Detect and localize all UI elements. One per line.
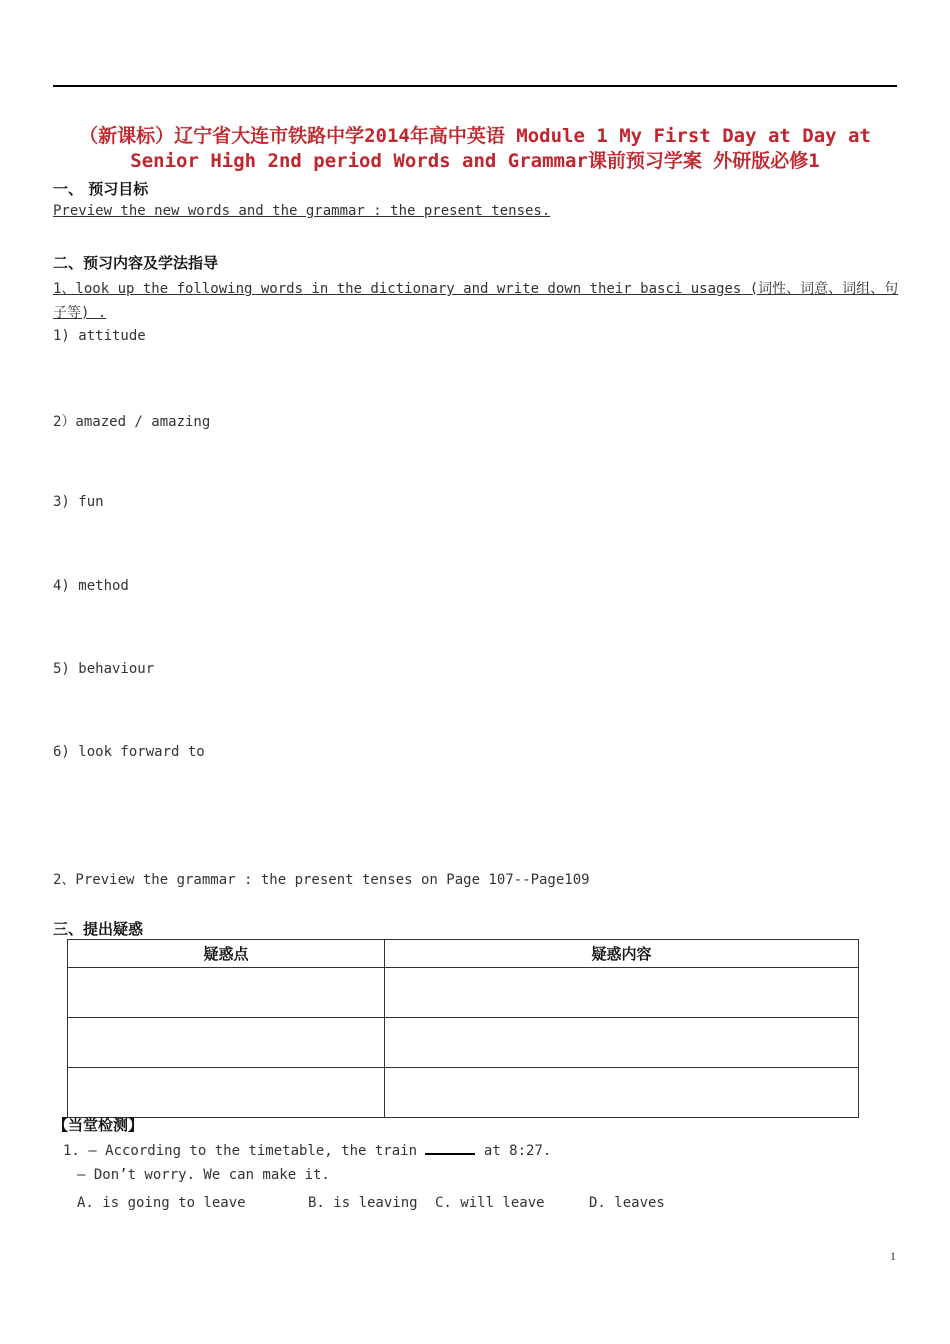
word-item: 3) fun xyxy=(53,494,104,510)
doubt-point-cell[interactable] xyxy=(68,1068,385,1118)
doubt-content-cell[interactable] xyxy=(385,1068,859,1118)
doubt-table xyxy=(67,939,859,1118)
option-c[interactable]: C. will leave xyxy=(435,1195,545,1211)
grammar-preview: 2、Preview the grammar : the present tenses on Page 107--Page109 xyxy=(53,872,590,888)
doubt-point-cell[interactable] xyxy=(68,968,385,1018)
answer-blank[interactable] xyxy=(425,1139,475,1155)
word-item: 6) look forward to xyxy=(53,744,205,760)
option-b[interactable]: B. is leaving xyxy=(308,1195,418,1211)
option-a[interactable]: A. is going to leave xyxy=(77,1195,246,1211)
question-1-suffix: at 8:27. xyxy=(483,1143,552,1159)
doubt-point-header: 疑惑点 xyxy=(68,940,385,968)
section2-heading: 二、预习内容及学法指导 xyxy=(53,254,219,272)
instruction-line-2: 子等) . xyxy=(53,305,107,321)
word-item: 5) behaviour xyxy=(53,661,155,677)
page-number: 1 xyxy=(890,1249,896,1263)
question-1-reply: — Don’t worry. We can make it. xyxy=(77,1167,330,1183)
section3-heading: 三、提出疑惑 xyxy=(53,920,144,938)
word-item: 4) method xyxy=(53,578,129,594)
document-title: （新课标）辽宁省大连市铁路中学2014年高中英语 Module 1 My First Day at Day at Senior High 2nd period Words and Grammar课前预习学案 外研版必修1 xyxy=(79,125,871,172)
table-row xyxy=(68,1018,859,1068)
top-rule xyxy=(53,85,897,87)
option-d[interactable]: D. leaves xyxy=(589,1195,665,1211)
doubt-content-header: 疑惑内容 xyxy=(385,940,859,968)
check-heading: 【当堂检测】 xyxy=(53,1116,144,1134)
word-item: 2）amazed / amazing xyxy=(53,414,211,430)
preview-goal: Preview the new words and the grammar : the present tenses. xyxy=(53,203,551,219)
table-row xyxy=(68,1068,859,1118)
doubt-content-cell[interactable] xyxy=(385,1018,859,1068)
question-1-prefix: 1. — According to the timetable, the train xyxy=(63,1143,418,1159)
doubt-point-cell[interactable] xyxy=(68,1018,385,1068)
instruction-line-1: 1、look up the following words in the dictionary and write down their basci usages (词性、词意、词组、句 xyxy=(53,281,899,297)
question-1 xyxy=(63,1139,551,1159)
table-row xyxy=(68,968,859,1018)
word-item: 1) attitude xyxy=(53,328,146,344)
doubt-content-cell[interactable] xyxy=(385,968,859,1018)
section1-heading: 一、 预习目标 xyxy=(53,180,149,198)
